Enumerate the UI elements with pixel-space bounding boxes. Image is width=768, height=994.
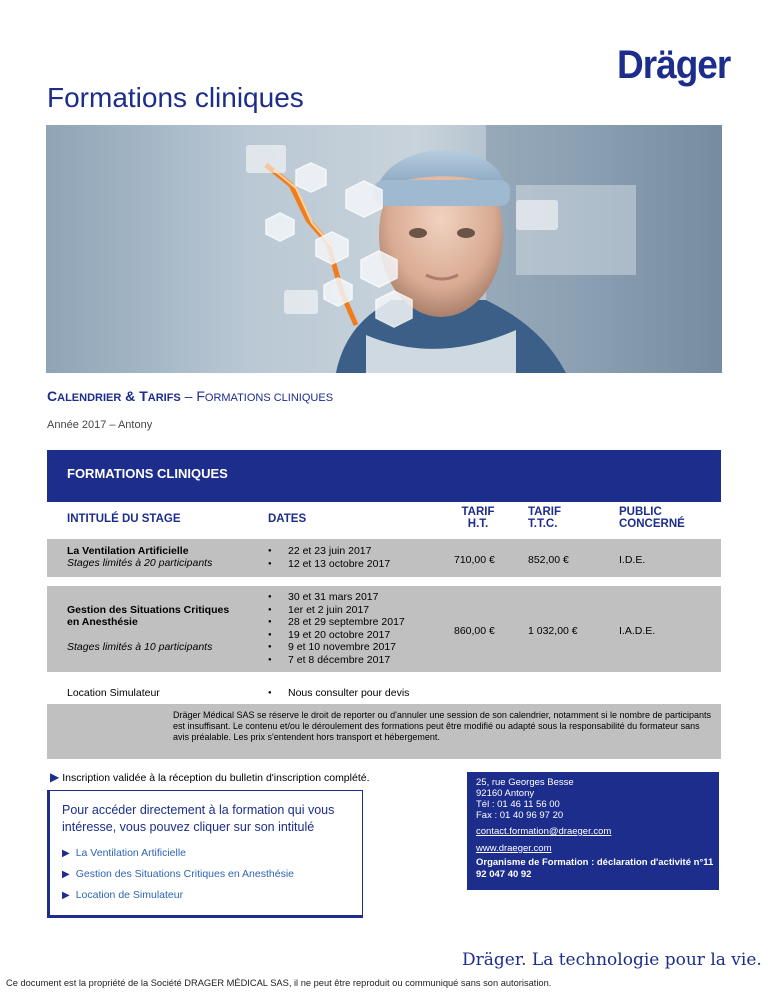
year-location: Année 2017 – Antony	[47, 419, 153, 431]
stage-title: Gestion des Situations Critiques en Anesthésie	[67, 604, 230, 628]
table-title-bar	[47, 450, 721, 502]
link-situations-critiques[interactable]: ▶ Gestion des Situations Critiques en Anesthésie	[62, 868, 294, 880]
stage-dates: ● 22 et 23 juin 2017 ● 12 et 13 octobre 2017	[268, 545, 390, 570]
quick-links-box	[47, 790, 363, 918]
quick-links-list	[62, 843, 294, 906]
table-row-location	[47, 684, 721, 704]
contact-email-link[interactable]: contact.formation@draeger.com	[476, 826, 612, 837]
stage-dates: ● 30 et 31 mars 2017 ● 1er et 2 juin 2017 ● 28 et 29 septembre 2017 ● 19 et 20 octobre 2017 ● 9 et 10 novembre 2017 ● 7 et 8 décembre 2017	[268, 591, 405, 667]
column-tarif-ttc: TARIF T.T.C.	[528, 506, 562, 530]
price-ht: 860,00 €	[454, 625, 495, 637]
triangle-right-icon: ▶	[62, 848, 70, 859]
quick-links-intro: Pour accéder directement à la formation qui vous intéresse, vous pouvez cliquer sur son intitulé	[62, 803, 335, 834]
section-heading: CALENDRIER & TARIFS – FORMATIONS CLINIQUES	[47, 388, 334, 404]
draeger-logo: Dräger	[617, 42, 731, 87]
disclaimer-text: Dräger Médical SAS se réserve le droit de reporter ou d'annuler une session de son calendrier, notamment si le nombre de participants est insuffisant. Le contenu et/ou le déroulement des formations peut être modifié ou adapté sous la responsabilité du formateur sans avis préalable. Les prix s'entendent hors transport et hébergement.	[173, 710, 712, 742]
price-ttc: 1 032,00 €	[528, 625, 578, 637]
link-simulateur[interactable]: ▶ Location de Simulateur	[62, 889, 184, 901]
disclaimer-box	[47, 704, 721, 759]
price-ttc: 852,00 €	[528, 554, 569, 566]
table-row	[47, 539, 721, 577]
column-public: PUBLIC CONCERNÉ	[619, 506, 685, 530]
column-stage: INTITULÉ DU STAGE	[67, 513, 181, 525]
triangle-right-icon: ▶	[62, 869, 70, 880]
website-link[interactable]: www.draeger.com	[476, 843, 552, 854]
location-dates: ● Nous consulter pour devis	[268, 687, 409, 700]
contact-address: 25, rue Georges Besse 92160 Antony Tél : 01 46 11 56 00 Fax : 01 40 96 97 20	[476, 777, 574, 821]
nurse-illustration	[46, 125, 722, 373]
contact-box	[467, 772, 719, 890]
price-ht: 710,00 €	[454, 554, 495, 566]
table-row	[47, 586, 721, 672]
triangle-right-icon: ▶	[50, 770, 60, 784]
footer-copyright: Ce document est la propriété de la Société DRAGER MÉDICAL SAS, il ne peut être reproduit ou communiqué sans son autorisation.	[6, 978, 552, 988]
public-target: I.D.E.	[619, 554, 646, 566]
hero-image	[46, 125, 722, 373]
stage-subtitle: Stages limités à 10 participants	[67, 641, 213, 653]
brand-slogan: Dräger. La technologie pour la vie.	[462, 950, 762, 970]
public-target: I.A.D.E.	[619, 625, 656, 637]
table-title: FORMATIONS CLINIQUES	[67, 466, 228, 481]
stage-title: La Ventilation Artificielle Stages limités à 20 participants	[67, 545, 213, 569]
page-title: Formations cliniques	[47, 82, 304, 113]
link-ventilation[interactable]: ▶ La Ventilation Artificielle	[62, 847, 187, 859]
inscription-note: ▶ Inscription validée à la réception du bulletin d'inscription complété.	[50, 770, 370, 784]
column-tarif-ht: TARIF H.T.	[461, 506, 495, 530]
location-title: Location Simulateur	[67, 687, 160, 699]
column-dates: DATES	[268, 513, 307, 525]
triangle-right-icon: ▶	[62, 890, 70, 901]
training-declaration: Organisme de Formation : déclaration d'activité n°11 92 047 40 92	[476, 857, 714, 880]
